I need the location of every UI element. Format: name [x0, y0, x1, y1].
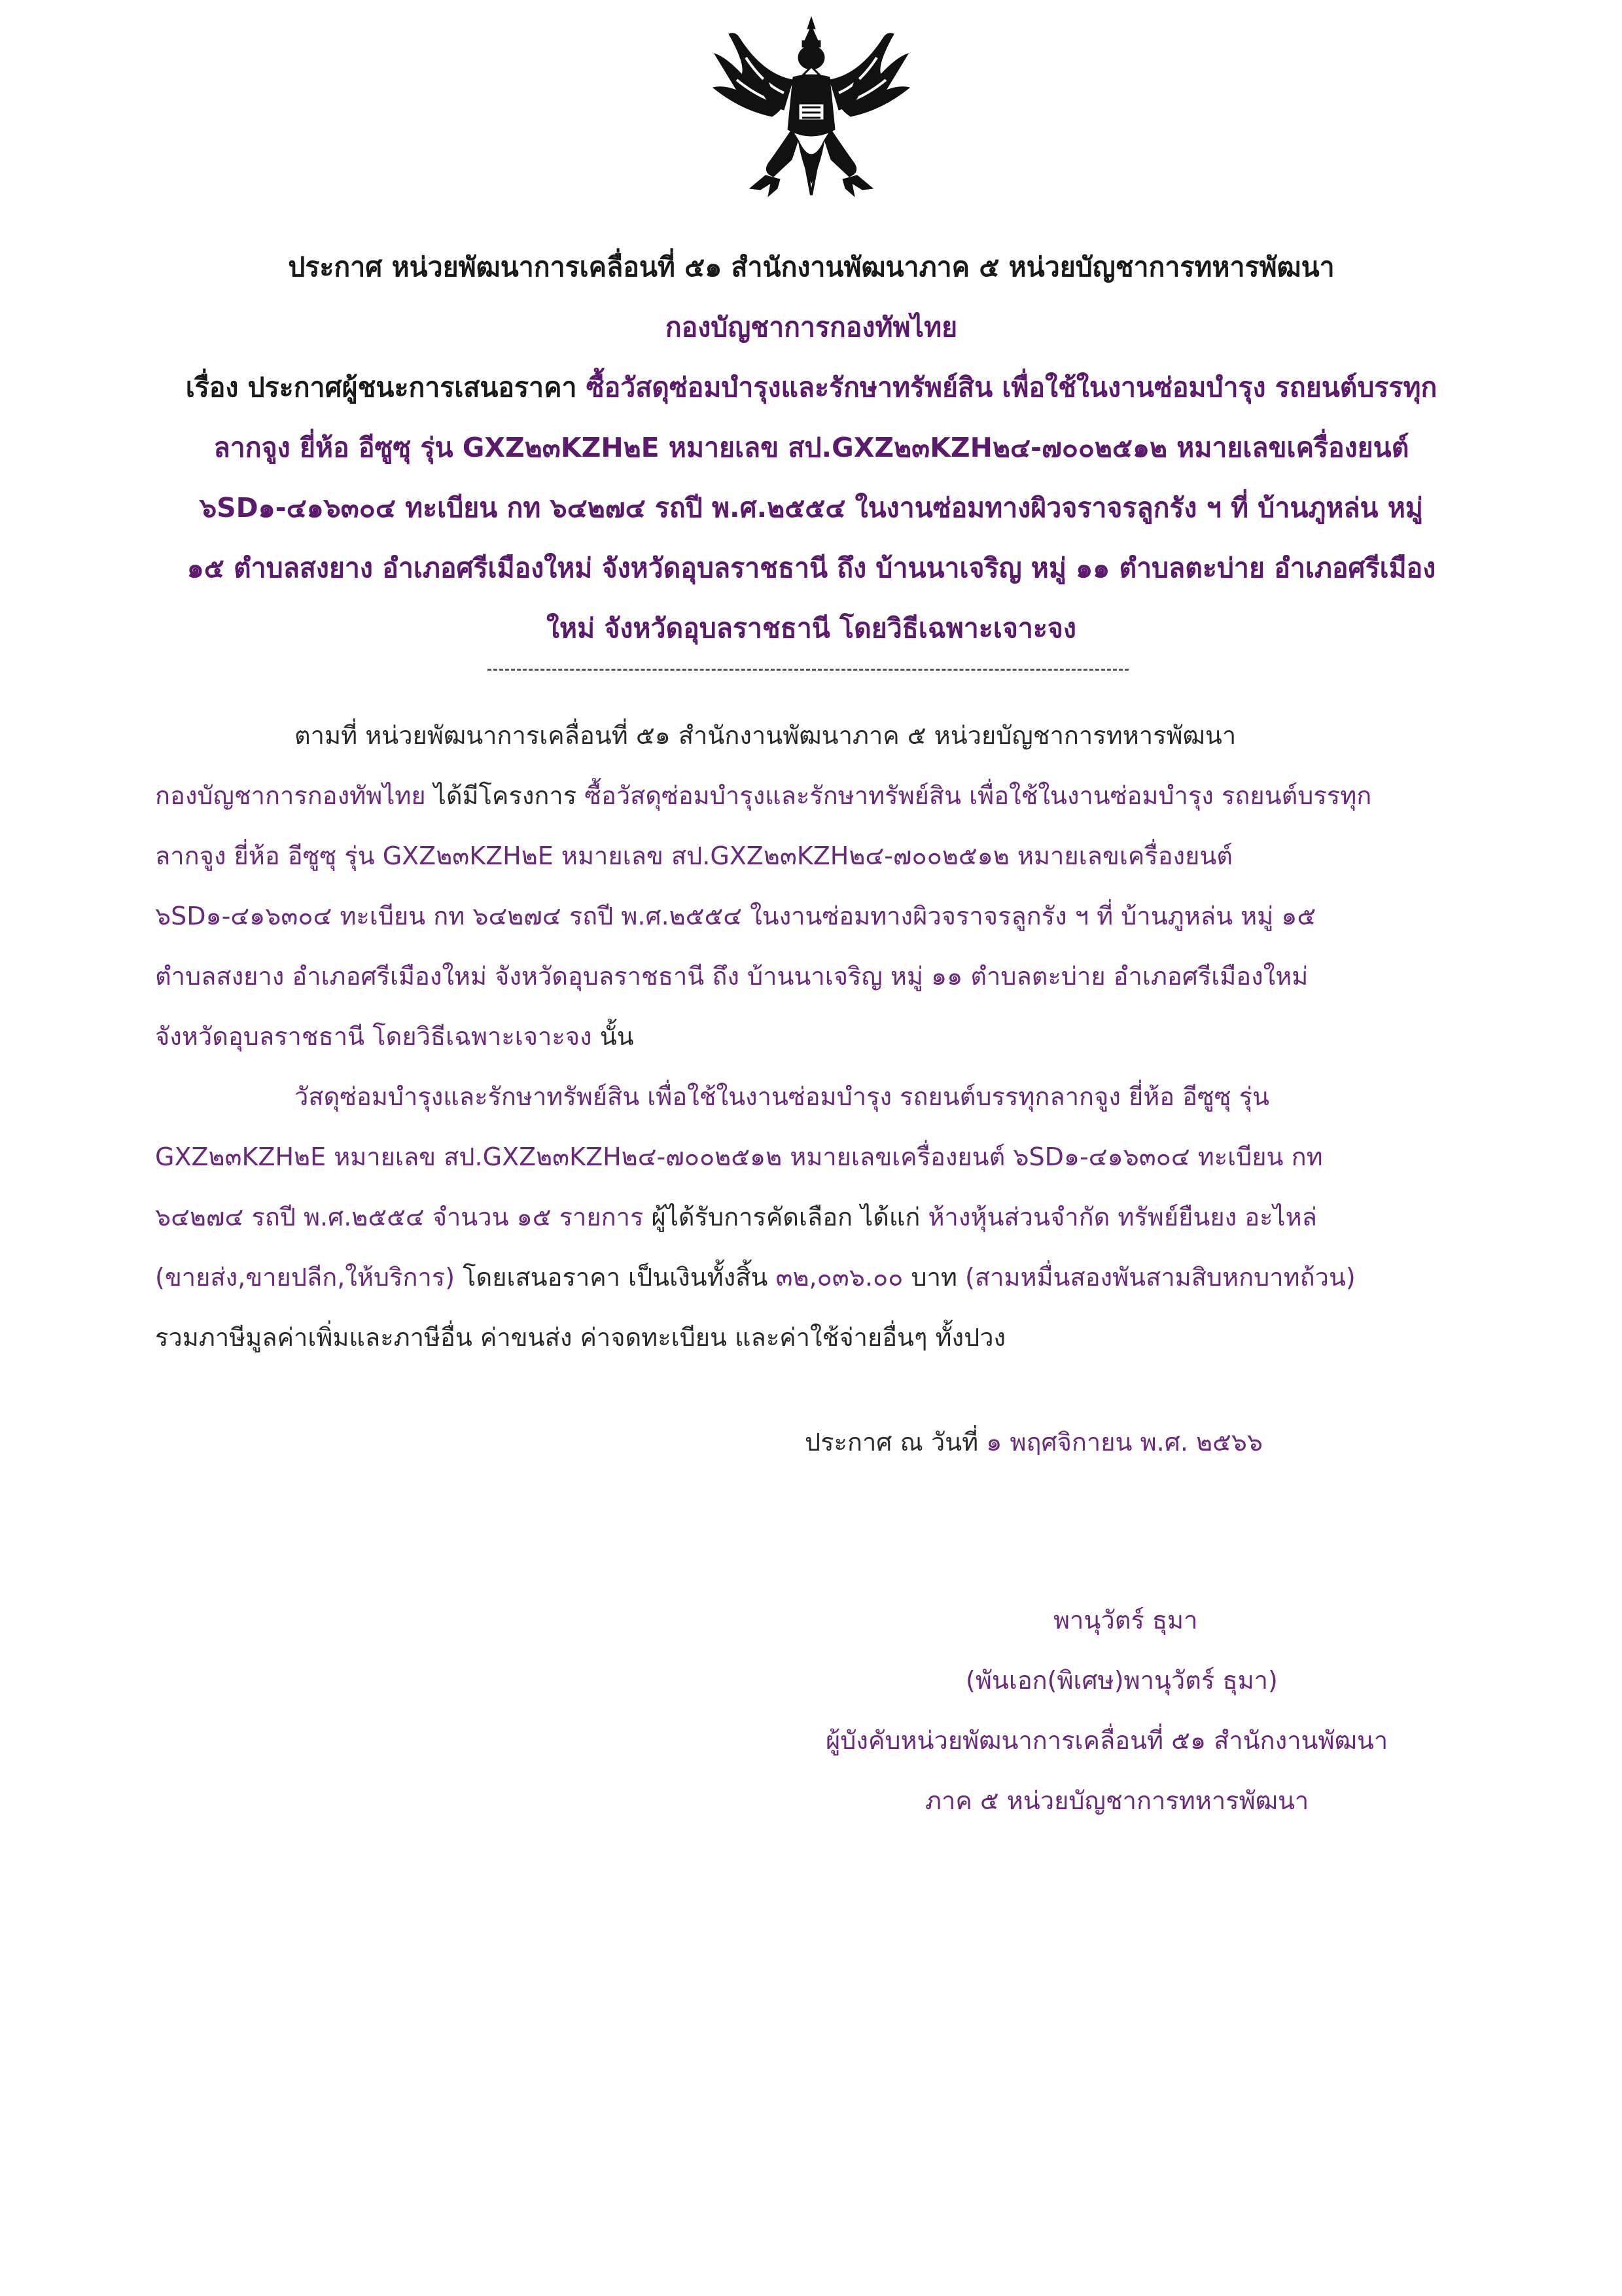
para1-line-2 — [155, 766, 1477, 826]
para2-vehicle: ๖๔๒๗๔ รถปี พ.ศ.๒๕๕๔ จำนวน ๑๕ รายการ — [155, 1203, 644, 1231]
para1-project-label: ได้มีโครงการ — [425, 781, 585, 810]
subject-text: ซื้อวัสดุซ่อมบำรุงและรักษาทรัพย์สิน เพื่อใช้ในงานซ่อมบำรุง รถยนต์บรรทุก — [576, 372, 1437, 403]
para1-line-6 — [155, 1006, 1477, 1067]
para2-line-4 — [155, 1247, 1477, 1307]
divider-rule — [487, 669, 1129, 671]
signatory-full-name: (พันเอก(พิเศษ)พานุวัตร์ ธุมา) — [966, 1666, 1278, 1695]
signatory-position-1: ผู้บังคับหน่วยพัฒนาการเคลื่อนที่ ๕๑ สำนักงานพัฒนา — [826, 1726, 1388, 1755]
para2-currency: บาท — [903, 1263, 966, 1292]
heading-line-4: ลากจูง ยี่ห้อ อีซูซุ รุ่น GXZ๒๓KZH๒E หมายเลข สป.GXZ๒๓KZH๒๔-๗๐๐๒๕๑๒ หมายเลขเครื่องยนต์ — [213, 432, 1409, 463]
announce-date-label: ประกาศ ณ วันที่ — [805, 1428, 987, 1457]
para2-line-2: GXZ๒๓KZH๒E หมายเลข สป.GXZ๒๓KZH๒๔-๗๐๐๒๕๑๒ หมายเลขเครื่องยนต์ ๖SD๑-๔๑๖๓๐๔ ทะเบียน กท — [155, 1142, 1323, 1171]
para2-price-label: โดยเสนอราคา เป็นเงินทั้งสิ้น — [455, 1263, 776, 1292]
heading-line-6: ๑๕ ตำบลสงยาง อำเภอศรีเมืองใหม่ จังหวัดอุบลราชธานี ถึง บ้านนาเจริญ หมู่ ๑๑ ตำบลตะบ่าย อำเภอศรีเมือง — [186, 552, 1436, 584]
subject-prefix: เรื่อง ประกาศผู้ชนะการเสนอราคา — [185, 372, 577, 403]
garuda-emblem-icon — [700, 12, 923, 208]
para2-line-3 — [155, 1187, 1477, 1247]
para2-price: ๓๒,๐๓๖.๐๐ — [775, 1263, 904, 1292]
heading-line-1: ประกาศ หน่วยพัฒนาการเคลื่อนที่ ๕๑ สำนักงานพัฒนาภาค ๕ หน่วยบัญชาการทหารพัฒนา — [288, 251, 1335, 283]
heading-line-2: กองบัญชาการกองทัพไทย — [665, 311, 958, 343]
signature-name: พานุวัตร์ ธุมา — [1053, 1606, 1198, 1634]
para2-line-5 — [155, 1307, 1477, 1368]
para1-org: กองบัญชาการกองทัพไทย — [155, 781, 426, 810]
para2-tax-note: รวมภาษีมูลค่าเพิ่มและภาษีอื่น ค่าขนส่ง ค่าจดทะเบียน และค่าใช้จ่ายอื่นๆ ทั้งปวง — [155, 1323, 1006, 1352]
para1-project: ซื้อวัสดุซ่อมบำรุงและรักษาทรัพย์สิน เพื่อใช้ในงานซ่อมบำรุง รถยนต์บรรทุก — [584, 781, 1372, 810]
heading-line-7: ใหม่ จังหวัดอุบลราชธานี โดยวิธีเฉพาะเจาะจง — [546, 612, 1076, 644]
para2-winner-label: ผู้ได้รับการคัดเลือก ได้แก่ — [643, 1203, 928, 1231]
announce-date-value: ๑ พฤศจิกายน พ.ศ. ๒๕๖๖ — [986, 1428, 1263, 1457]
para2-line-1: วัสดุซ่อมบำรุงและรักษาทรัพย์สิน เพื่อใช้ในงานซ่อมบำรุง รถยนต์บรรทุกลากจูง ยี่ห้อ อีซูซุ รุ่น — [294, 1082, 1270, 1111]
para1-line-1 — [294, 705, 1616, 766]
announce-date — [805, 1412, 1263, 1472]
signatory-position-2: ภาค ๕ หน่วยบัญชาการทหารพัฒนา — [925, 1786, 1309, 1815]
para1-line-3: ลากจูง ยี่ห้อ อีซูซุ รุ่น GXZ๒๓KZH๒E หมายเลข สป.GXZ๒๓KZH๒๔-๗๐๐๒๕๑๒ หมายเลขเครื่องยนต์ — [155, 841, 1233, 870]
heading-subject-line — [118, 357, 1505, 417]
para2-winner-type: (ขายส่ง,ขายปลีก,ให้บริการ) — [155, 1263, 455, 1292]
para1-line-5: ตำบลสงยาง อำเภอศรีเมืองใหม่ จังหวัดอุบลราชธานี ถึง บ้านนาเจริญ หมู่ ๑๑ ตำบลตะบ่าย อำเภอศรีเมืองใหม่ — [155, 962, 1309, 991]
para1-line-4: ๖SD๑-๔๑๖๓๐๔ ทะเบียน กท ๖๔๒๗๔ รถปี พ.ศ.๒๕๕๔ ในงานซ่อมทางผิวจราจรลูกรัง ฯ ที่ บ้านภูหล่น หมู่ ๑๕ — [155, 902, 1316, 930]
heading-line-5: ๖SD๑-๔๑๖๓๐๔ ทะเบียน กท ๖๔๒๗๔ รถปี พ.ศ.๒๕๕๔ ในงานซ่อมทางผิวจราจรลูกรัง ฯ ที่ บ้านภูหล่น หมู่ — [200, 492, 1423, 523]
para1-line-1-text: ตามที่ หน่วยพัฒนาการเคลื่อนที่ ๕๑ สำนักงานพัฒนาภาค ๕ หน่วยบัญชาการทหารพัฒนา — [294, 721, 1237, 750]
para2-winner: ห้างหุ้นส่วนจำกัด ทรัพย์ยืนยง อะไหล่ — [928, 1203, 1317, 1231]
para1-end: นั้น — [591, 1022, 634, 1051]
para1-method: จังหวัดอุบลราชธานี โดยวิธีเฉพาะเจาะจง — [155, 1022, 592, 1051]
para2-price-words: (สามหมื่นสองพันสามสิบหกบาทถ้วน) — [965, 1263, 1356, 1292]
